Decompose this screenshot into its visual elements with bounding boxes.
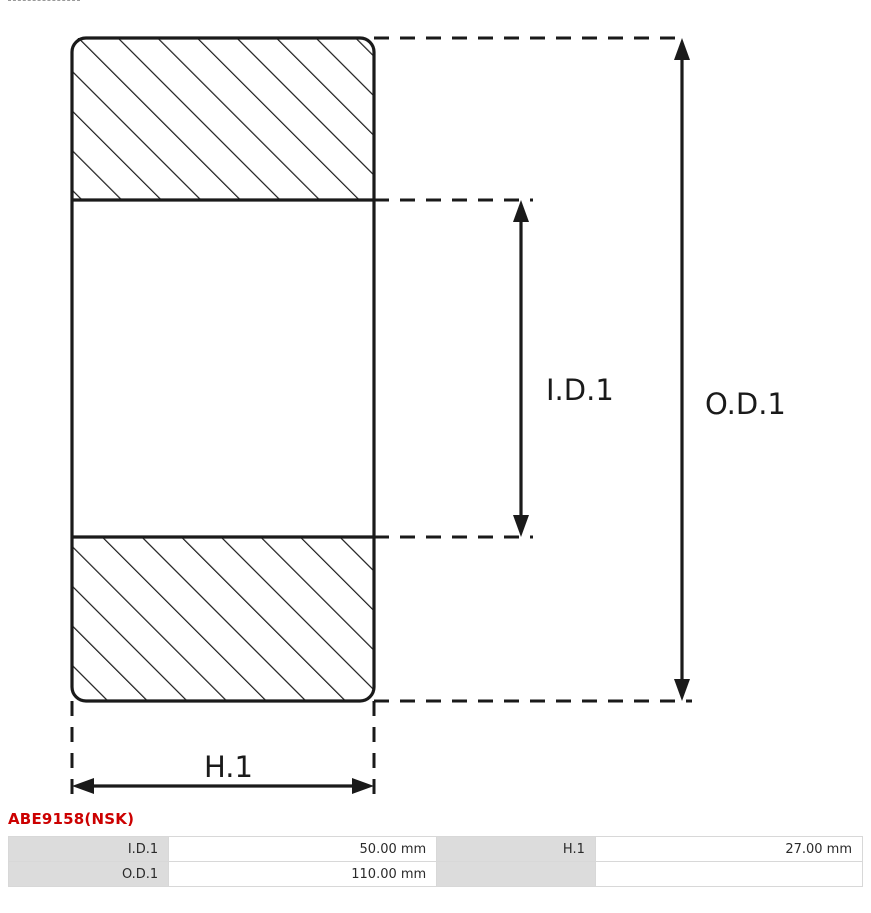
- spec-value-empty: [595, 862, 862, 887]
- height-label: H.1: [204, 750, 253, 784]
- od-arrow-top: [674, 38, 690, 60]
- h-arrow-right: [352, 778, 374, 794]
- spec-key-h: H.1: [437, 837, 596, 862]
- upper-race-hatching: [72, 38, 374, 200]
- spec-value-od: 110.00 mm: [169, 862, 437, 887]
- id-arrow-top: [513, 200, 529, 222]
- table-row: [9, 862, 863, 887]
- spec-key-od: O.D.1: [9, 862, 169, 887]
- spec-key-id: I.D.1: [9, 837, 169, 862]
- part-title: ABE9158(NSK): [8, 810, 135, 828]
- spec-key-empty: [437, 862, 596, 887]
- id-arrow-bottom: [513, 515, 529, 537]
- od-arrow-bottom: [674, 679, 690, 701]
- lower-race-hatching: [72, 537, 374, 701]
- table-row: [9, 837, 863, 862]
- spec-value-id: 50.00 mm: [169, 837, 437, 862]
- inner-diameter-label: I.D.1: [546, 373, 614, 407]
- specifications-table: [8, 836, 863, 887]
- outer-diameter-label: O.D.1: [705, 387, 786, 421]
- h-arrow-left: [72, 778, 94, 794]
- spec-value-h: 27.00 mm: [595, 837, 862, 862]
